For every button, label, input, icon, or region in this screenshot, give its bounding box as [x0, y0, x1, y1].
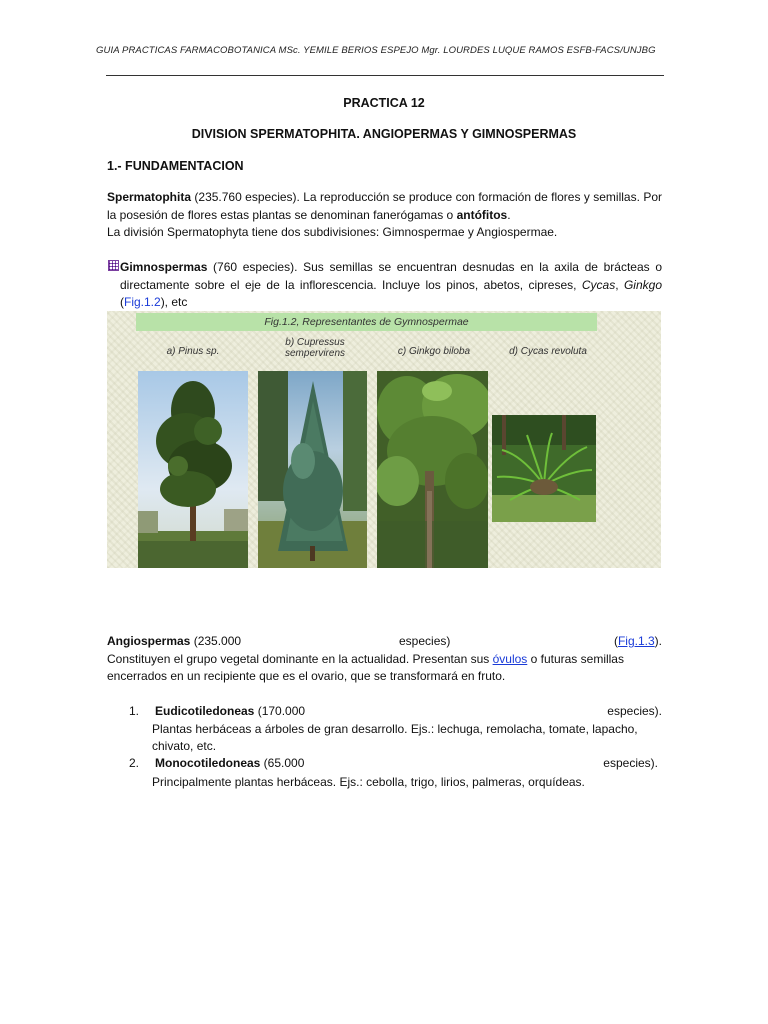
division-title: DIVISION SPERMATOPHITA. ANGIOPERMAS Y GIMNOSPERMAS: [191, 127, 577, 141]
monocotiledoneas-especies: especies).: [603, 756, 658, 770]
ginkgo-term: Ginkgo: [623, 277, 662, 292]
section-heading: 1.- FUNDAMENTACION: [107, 159, 244, 173]
monocotiledoneas-term: Monocotiledoneas: [155, 756, 261, 770]
paren: (: [120, 295, 124, 309]
caption-cupressus: [275, 337, 355, 359]
bullet-icon: [108, 260, 119, 271]
gimnospermas-term: Gimnospermas: [120, 260, 208, 274]
practica-title: PRACTICA 12: [343, 96, 425, 110]
period: .: [507, 207, 511, 222]
caption-cupressus-line2: sempervirens: [284, 348, 346, 359]
fig-1-3-link[interactable]: Fig.1.3: [617, 634, 655, 648]
caption-cycas: d) Cycas revoluta: [509, 346, 587, 357]
gimnospermas-text: (760 especies). Sus semillas se encuentran desnudas en la axila de brácteas o directamente sobre el eje de la inflorescencia. Incluye los pinos, abetos, cipreses,: [120, 260, 662, 292]
paren: (: [613, 634, 618, 648]
eudicotiledoneas-term: Eudicotiledoneas: [155, 704, 255, 718]
gymnospermae-figure: [107, 311, 661, 568]
cycas-photo: [492, 415, 596, 522]
angiospermas-especies: especies): [399, 634, 451, 648]
header-rule: [106, 75, 664, 76]
comma: ,: [615, 277, 624, 292]
figure-banner: Fig.1.2, Representantes de Gymnospermae: [136, 313, 597, 331]
angiospermas-line1: [107, 633, 662, 651]
list-number-1: 1.: [129, 704, 140, 718]
page-header: GUIA PRACTICAS FARMACOBOTANICA MSc. YEMILE BERIOS ESPEJO Mgr. LOURDES LUQUE RAMOS ESFB-FACS/UNJBG: [96, 45, 656, 56]
cycas-term: Cycas: [581, 277, 616, 292]
angiospermas-count: (235.000: [190, 634, 242, 648]
paren-close: ).: [654, 634, 662, 648]
caption-ginkgo: c) Ginkgo biloba: [397, 346, 471, 357]
list-number-2: 2.: [129, 756, 140, 770]
spermatophita-paragraph: [107, 189, 662, 242]
spermatophita-term: Spermatophita: [107, 190, 192, 204]
fig-1-2-link[interactable]: Fig.1.2: [124, 295, 161, 309]
gimnospermas-paragraph: [107, 259, 662, 312]
angiospermas-line3: encerrados en un recipiente que es el ovario, que se transformará en fruto.: [107, 669, 506, 683]
spermatophita-subdivisions: La división Spermatophyta tiene dos subdivisiones: Gimnospermae y Angiospermae.: [107, 225, 558, 239]
eudicotiledoneas-desc-line2: chivato, etc.: [152, 739, 217, 753]
eudicotiledoneas-desc: [152, 721, 662, 755]
pinus-photo: [138, 371, 248, 568]
angiospermas-text-2: o futuras semillas: [527, 652, 624, 666]
angiospermas-line2: [107, 651, 662, 669]
angiospermas-fig-ref: [614, 633, 662, 651]
paren-close: ), etc: [160, 295, 188, 309]
eudicotiledoneas-count: (170.000: [254, 704, 306, 718]
spermatophita-text: (235.760 especies). La reproducción se produce con formación de flores y semillas. Por la posesión de flores estas plantas se denominan fanerógamas o: [107, 190, 662, 222]
cupressus-photo: [258, 371, 367, 568]
caption-cupressus-line1: b) Cupressus: [285, 337, 345, 348]
ovulos-link[interactable]: óvulos: [492, 652, 528, 666]
list-item-monocotiledoneas: [155, 756, 662, 770]
eudicotiledoneas-desc-line1: Plantas herbáceas a árboles de gran desarrollo. Ejs.: lechuga, remolacha, tomate, lapacho,: [152, 722, 638, 736]
angiospermas-text: Constituyen el grupo vegetal dominante en la actualidad. Presentan sus: [107, 652, 493, 666]
angiospermas-term: Angiospermas: [107, 634, 191, 648]
monocotiledoneas-desc: [152, 774, 662, 791]
eudicotiledoneas-especies: especies).: [607, 704, 662, 718]
ginkgo-photo: [377, 371, 488, 568]
monocotiledoneas-desc-line1: Principalmente plantas herbáceas. Ejs.: cebolla, trigo, lirios, palmeras, orquídeas.: [152, 775, 585, 789]
list-item-eudicotiledoneas: [155, 704, 662, 718]
caption-pinus: a) Pinus sp.: [166, 346, 220, 357]
monocotiledoneas-count: (65.000: [260, 756, 305, 770]
antofitos-term: antófitos: [456, 207, 508, 222]
